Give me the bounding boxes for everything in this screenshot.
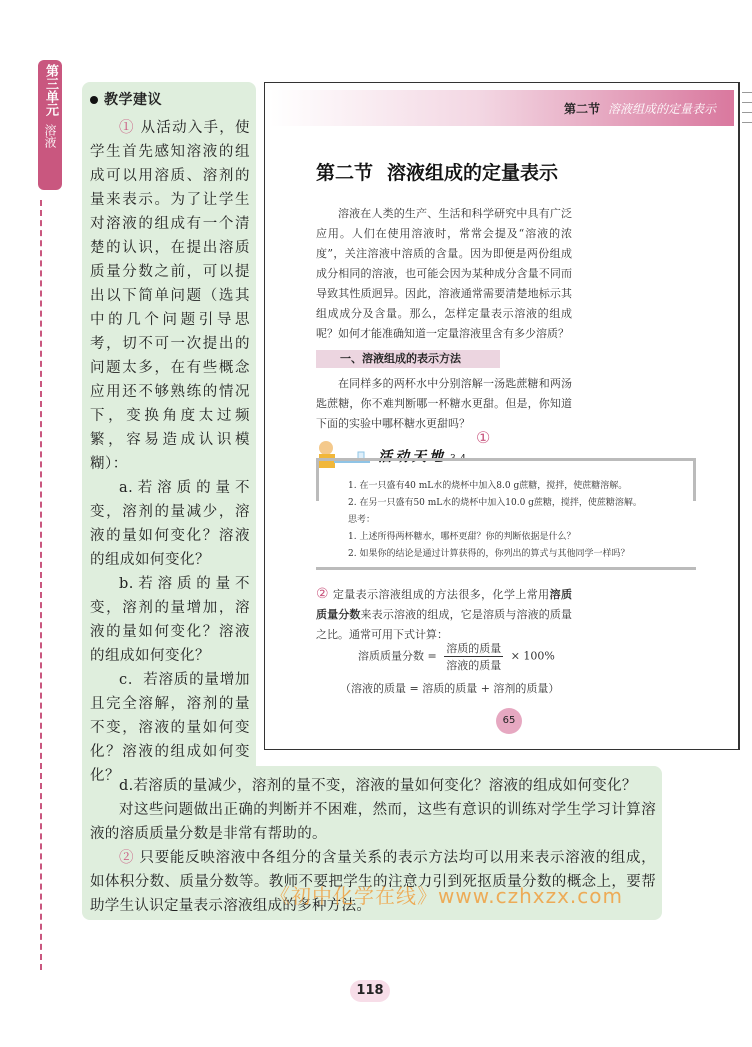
header-section: 第二节: [563, 102, 600, 116]
note-question-b: b.若溶质的量不变，溶剂的量增加，溶液的量如何变化？溶液的组成如何变化？: [90, 576, 250, 664]
teaching-notes: [90, 88, 250, 788]
section-header-band: [270, 90, 734, 126]
note-question-a: a.若溶质的量不变，溶剂的量减少，溶液的量如何变化？溶液的组成如何变化？: [90, 480, 250, 568]
note-paragraph-2: ② 只要能反映溶液中各组分的含量关系的表示方法均可以用来表示溶液的组成，如体积分数、质量分数等。教师不要把学生的注意力引到死抠质量分数的概念上，要帮助学生认识定量表示溶液组成的多种方法。: [90, 850, 656, 914]
activity-question-2: 2. 如果你的结论是通过计算获得的，你列出的算式与其他同学一样吗？: [348, 549, 630, 559]
activity-step-1: 1. 在一只盛有40 mL水的烧杯中加入8.0 g蔗糖，搅拌，使蔗糖溶解。: [348, 481, 628, 491]
activity-marker: ①: [476, 428, 491, 447]
paragraph-3: ② 定量表示溶液组成的方法很多，化学上常用溶质质量分数来表示溶液的组成，它是溶质与溶液的质量之比。通常可用下式计算：: [316, 586, 573, 641]
section-title: 第二节 溶液组成的定量表示: [316, 162, 559, 184]
watermark: 《初中化学在线》www.czhxzx.com: [270, 884, 624, 908]
activity-question-1: 1. 上述所得两杯糖水，哪杯更甜？你的判断依据是什么？: [348, 532, 576, 542]
unit-side-tab: [38, 60, 62, 190]
bullet-icon: [90, 96, 98, 104]
activity-think: 思考：: [348, 515, 376, 525]
topic-label: 溶液: [43, 124, 57, 148]
activity-content: [348, 478, 688, 563]
page-edge: [738, 82, 752, 750]
header-title: 溶液组成的定量表示: [607, 102, 716, 116]
intro-paragraph: 溶液在人类的生产、生活和科学研究中具有广泛应用。人们在使用溶液时，常常会提及“溶液的浓度”，关注溶液中溶质的含量。因为即便是两份组成成分相同的溶液，也可能会因为某种成分含量不同而导致其性质迥异。因此，溶液通常需要清楚地标示其组成成分及含量。那么，怎样定量表示溶液的组成呢？如何才能准确知道一定量溶液里含有多少溶质？: [316, 207, 572, 340]
notes-heading: 教学建议: [90, 88, 250, 112]
margin-dashed-line: [40, 200, 42, 970]
note-question-d: d.若溶质的量减少，溶剂的量不变，溶液的量如何变化？溶液的组成如何变化？: [119, 778, 637, 794]
activity-step-2: 2. 在另一只盛有50 mL水的烧杯中加入10.0 g蔗糖，搅拌，使蔗糖溶解。: [348, 498, 642, 508]
note-question-c: c．若溶质的量增加且完全溶解，溶剂的量不变，溶液的量如何变化？溶液的组成如何变化？: [90, 672, 250, 784]
unit-label: 第三单元: [43, 64, 58, 116]
note-judgement: 对这些问题做出正确的判断并不困难，然而，这些有意识的训练对学生学习计算溶液的溶质质量分数是非常有帮助的。: [90, 802, 656, 842]
paragraph-2: 在同样多的两杯水中分别溶解一汤匙蔗糖和两汤匙蔗糖，你不难判断哪一杯糖水更甜。但是，你知道下面的实验中哪杯糖水更甜吗？: [316, 377, 572, 430]
subheading: 一、溶液组成的表示方法: [316, 350, 500, 368]
page-number: 118: [350, 980, 390, 1002]
book-page-number: 65: [496, 708, 522, 734]
mass-fraction-formula: 溶质质量分数 = $\frac{\text{溶质的质量}}{\text{溶液的质量}}$ × 100%: [358, 642, 555, 672]
note-paragraph-1: ① 从活动入手，使学生首先感知溶液的组成可以用溶质、溶剂的量来表示。为了让学生对溶液的组成有一个清楚的认识，在提出溶质质量分数之前，可以提出以下简单问题（选其中的几个问题引导思考，切不可一次提出的问题太多，在有些概念应用还不够熟练的情况下，变换角度太过频繁，容易造成认识模糊）：: [90, 120, 251, 472]
activity-title: 活动天地 3–4: [378, 449, 466, 465]
formula-note: （溶液的质量 = 溶质的质量 + 溶剂的质量）: [340, 682, 560, 695]
